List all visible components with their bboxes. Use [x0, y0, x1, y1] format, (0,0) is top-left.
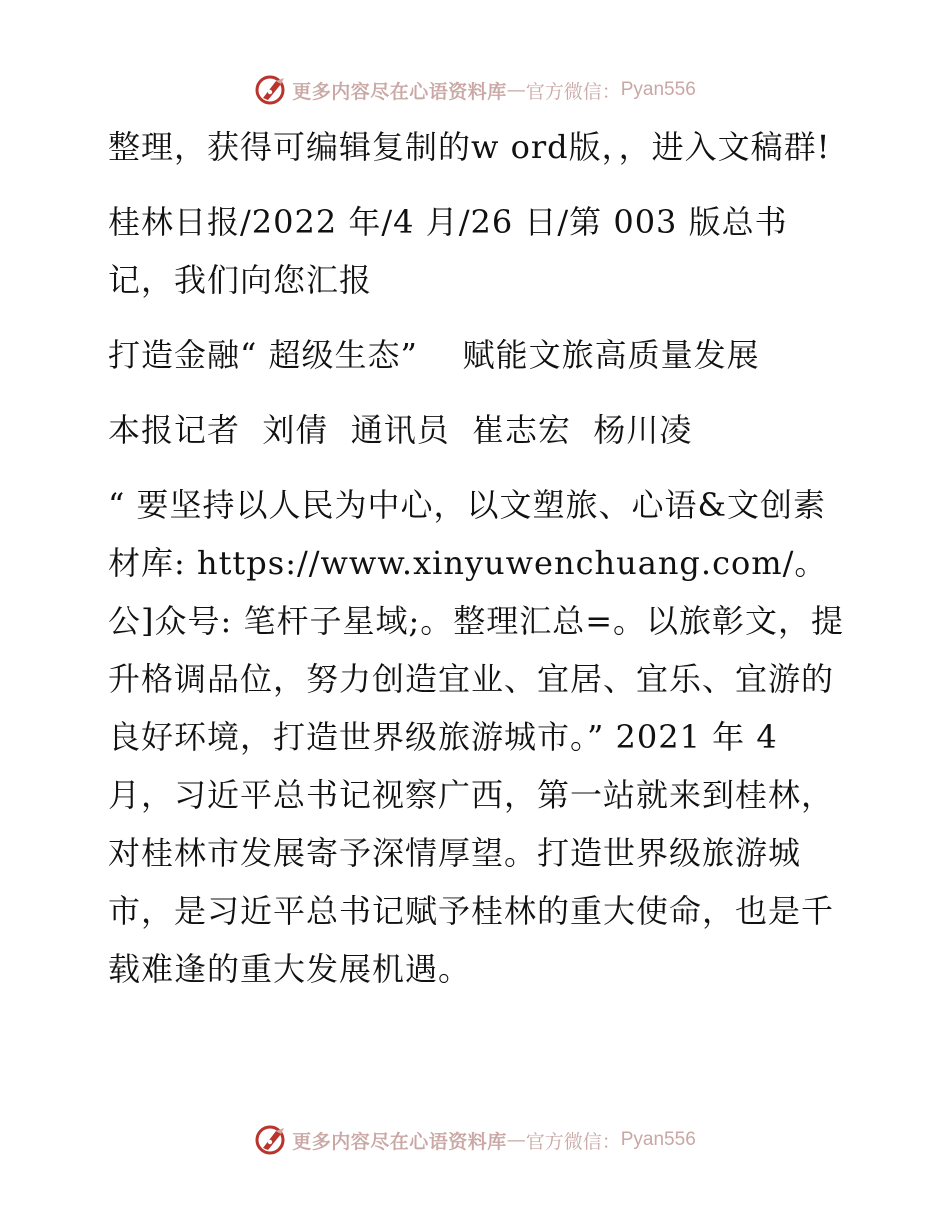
article-byline: 本报记者 刘倩 通讯员 崔志宏 杨川凌 [108, 411, 693, 449]
pen-nib-logo-icon [254, 73, 288, 107]
intro-paragraph: 整理，获得可编辑复制的w ord版，，进入文稿群! [108, 128, 831, 166]
watermark-main-text: 更多内容尽在心语资料库 [292, 1130, 507, 1153]
pen-nib-logo-icon [254, 1123, 288, 1157]
watermark-dash: — [506, 1129, 526, 1151]
article-headline: 打造金融“ 超级生态” 赋能文旅高质量发展 [108, 336, 760, 374]
watermark-wechat-label: 官方微信： [525, 80, 621, 103]
watermark-main-text: 更多内容尽在心语资料库 [292, 80, 507, 103]
header-watermark [0, 70, 950, 110]
source-paragraph: 桂林日报/2022 年/4 月/26 日/第 003 版总书记，我们向您汇报 [108, 203, 788, 299]
watermark-dash: — [506, 79, 526, 101]
article-body-paragraph: “ 要坚持以人民为中心，以文塑旅、心语&文创素材库: https://www.xinyuwenchuang.com/。公]众号: 笔杆子星域;。整理汇总=。以旅彰文，提升格调品位，努力创造宜业、宜居、宜乐、宜游的良好环境，打造世界级旅游城市。” 2021 年 4 月，习近平总书记视察广西，第一站就来到桂林，对桂林市发展寄予深情厚望。打造世界级旅游城市，是习近平总书记赋予桂林的重大使命，也是千载难逢的重大发展机遇。 [108, 486, 845, 988]
watermark-wechat-id: Pyan556 [620, 79, 696, 100]
document-content [97, 118, 849, 1015]
watermark-wechat-id: Pyan556 [620, 1129, 696, 1150]
footer-watermark [0, 1120, 950, 1160]
watermark-wechat-label: 官方微信： [525, 1130, 621, 1153]
